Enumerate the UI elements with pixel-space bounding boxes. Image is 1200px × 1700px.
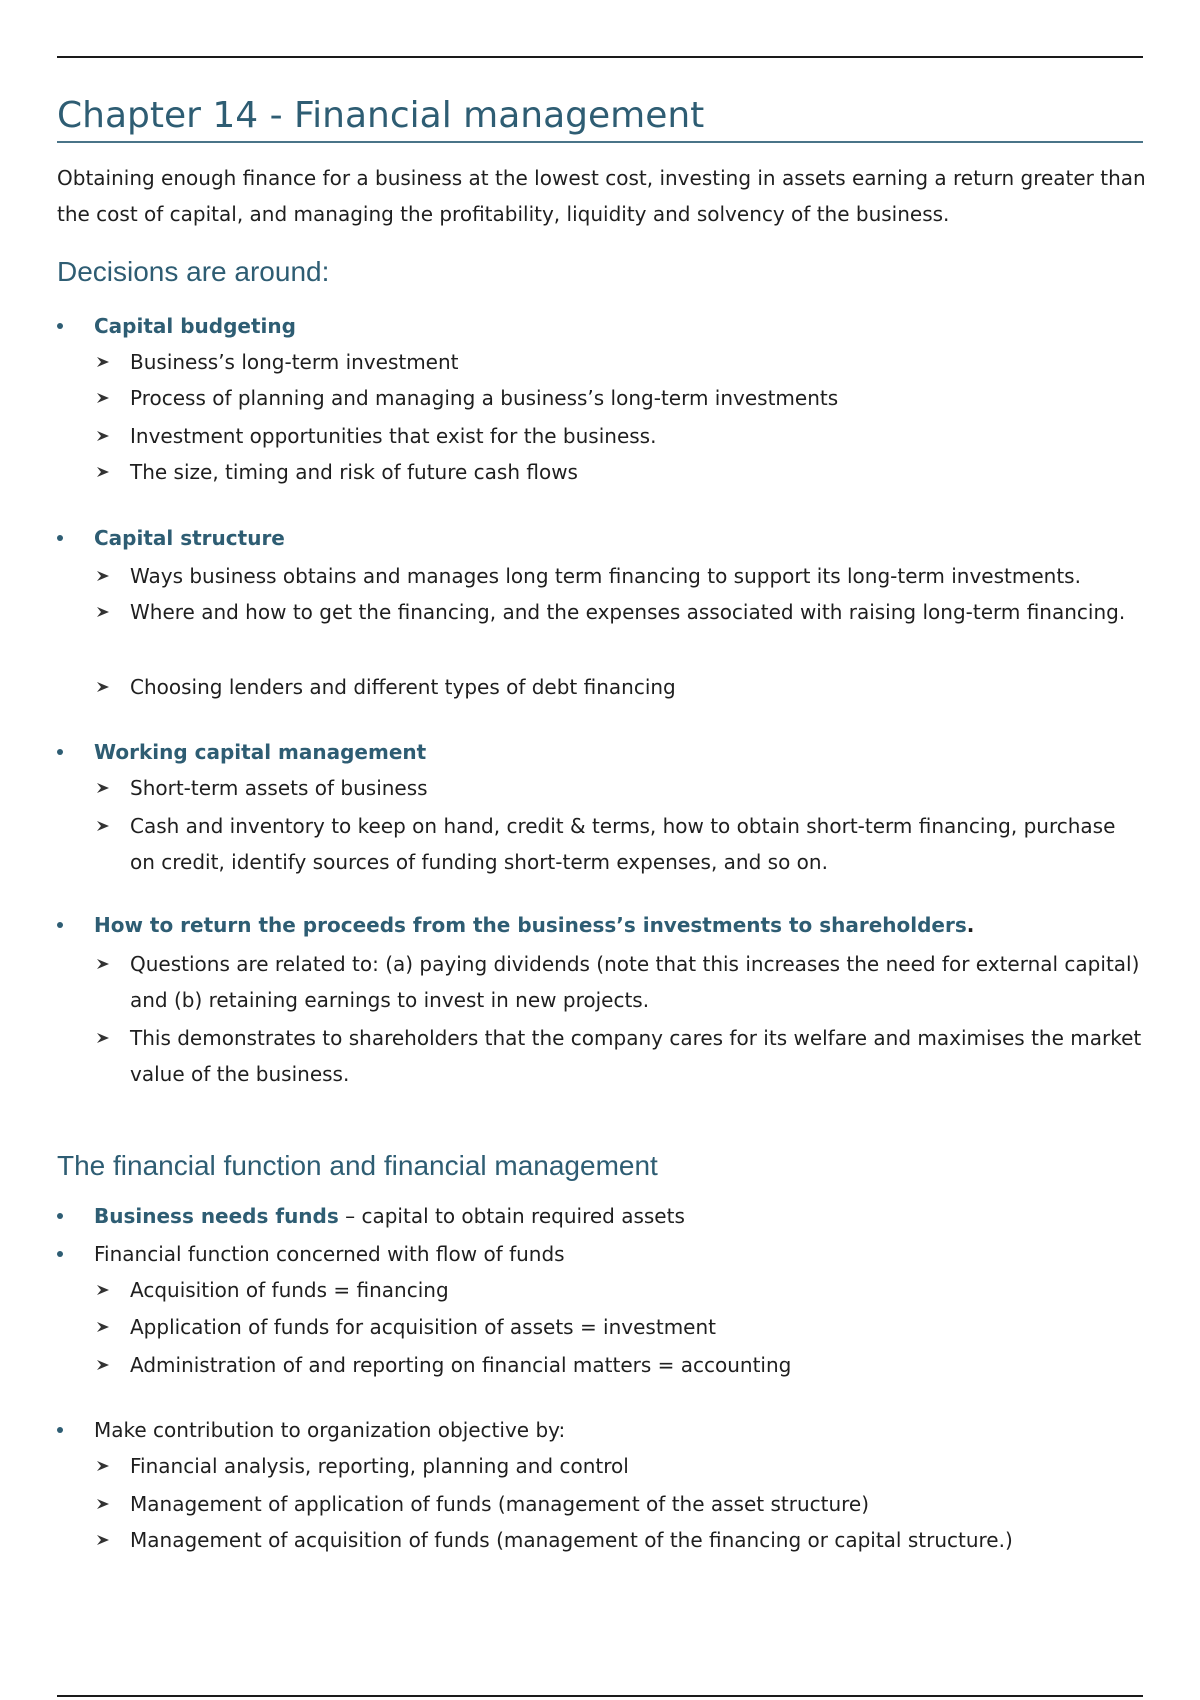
bullet-icon (57, 1427, 63, 1433)
arrow-bullet-icon (94, 946, 114, 982)
arrow-bullet-icon (94, 418, 114, 454)
arrow-bullet-icon (94, 1347, 114, 1383)
bullet-icon (57, 535, 63, 541)
arrow-bullet-icon (94, 1020, 114, 1056)
page-title: Chapter 14 - Financial management (57, 95, 1143, 143)
arrow-bullet-icon (94, 1448, 114, 1484)
bullet-icon (57, 1213, 63, 1219)
document-page: Chapter 14 - Financial management Obtaining enough finance for a business at the lowest cost, investing in assets earning a return greater than the cost of capital, and managing the profitability, liquidity and solvency of the business. Decisions are around: Capital budgeting Business’s long-term investment Process of planning and managing a business’s long-term investments Investment opportunities that exist for the business. The size, timing and risk of future cash flows Capital structure Ways business obtains and manages long term financing to support its long-term investments. Where and how to get the financing, and the expenses associated with raising long-term financing. Choosing lenders and different types of debt financing Working capital management Short-term assets of business Cash and inventory to keep on hand, credit & terms, how to obtain short-term financing, purchase on credit, identify sources of funding short-term expenses, and so on. How to return the proceeds from the business’s investments to shareholders. Questions are related to: (a) paying dividends (note that this increases the need for external capital) and (b) retaining earnings to invest in new projects. This demonstrates to shareholders that the company cares for its welfare and maximises the market value of the business. The financial function and financial management Business needs funds – capital to obtain required assets Financial function concerned with flow of funds Acquisition of funds = financing Application of funds for acquisition of assets = investment Administration of and reporting on financial matters = accounting Make contribution to organization objective by: Financial analysis, reporting, planning and control Management of application of funds (management of the asset structure) Management of acquisition of funds (management of the financing or capital structure.) (57, 0, 1143, 1700)
bullet-icon (57, 749, 63, 755)
arrow-bullet-icon (94, 1309, 114, 1345)
intro-paragraph: Obtaining enough finance for a business at the lowest cost, investing in assets earning a return greater than the cost of capital, and managing the profitability, liquidity and solvency of the business. (57, 166, 1146, 226)
arrow-bullet-icon (94, 594, 114, 630)
section-heading-decisions: Decisions are around: (57, 256, 330, 287)
arrow-bullet-icon (94, 454, 114, 490)
bullet-icon (57, 922, 63, 928)
bullet-icon (57, 323, 63, 329)
arrow-bullet-icon (94, 1522, 114, 1558)
bullet-icon (57, 1251, 63, 1257)
arrow-bullet-icon (94, 558, 114, 594)
arrow-bullet-icon (94, 669, 114, 705)
arrow-bullet-icon (94, 1486, 114, 1522)
arrow-bullet-icon (94, 770, 114, 806)
arrow-bullet-icon (94, 344, 114, 380)
arrow-bullet-icon (94, 1272, 114, 1308)
header-rule (57, 56, 1143, 58)
footer-rule (57, 1695, 1143, 1697)
section-heading-financial-function: The financial function and financial management (57, 1150, 658, 1181)
arrow-bullet-icon (94, 380, 114, 416)
arrow-bullet-icon (94, 808, 114, 844)
